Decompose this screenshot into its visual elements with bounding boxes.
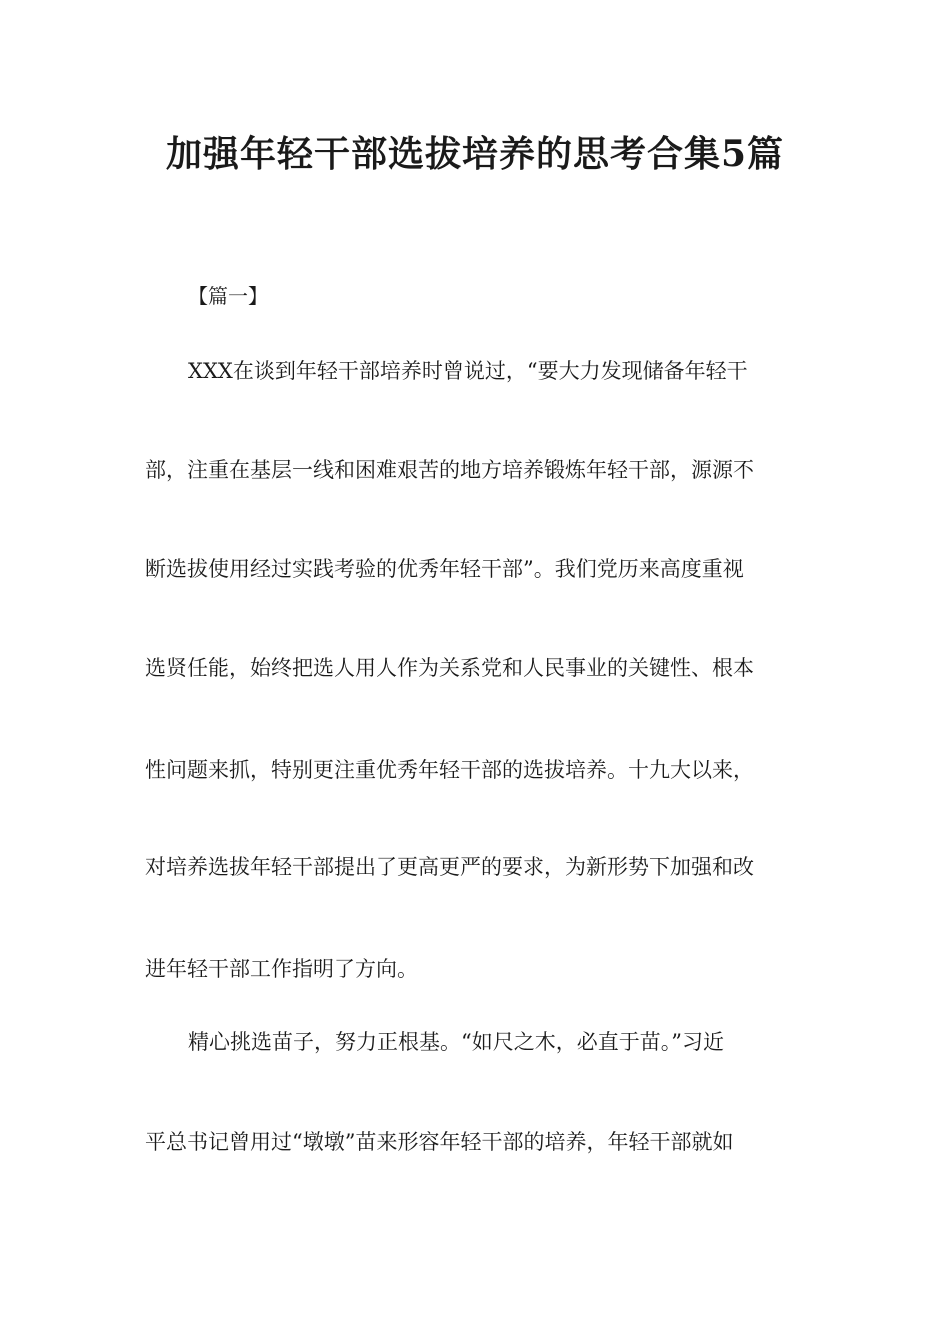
paragraph-line: 选贤任能，始终把选人用人作为关系党和人民事业的关键性、根本 <box>145 656 754 680</box>
paragraph-line: 平总书记曾用过“墩墩”苗来形容年轻干部的培养，年轻干部就如 <box>145 1130 734 1154</box>
paragraph-line: 对培养选拔年轻干部提出了更高更严的要求，为新形势下加强和改 <box>145 855 754 879</box>
paragraph-line: 进年轻干部工作指明了方向。 <box>145 957 418 981</box>
paragraph-line: 断选拔使用经过实践考验的优秀年轻干部”。我们党历来高度重视 <box>145 557 744 581</box>
paragraph-line: 部，注重在基层一线和困难艰苦的地方培养锻炼年轻干部，源源不 <box>145 458 754 482</box>
paragraph-line: XXX在谈到年轻干部培养时曾说过，“要大力发现储备年轻干 <box>188 359 748 383</box>
paragraph-line: 精心挑选苗子，努力正根基。“如尺之木，必直于苗。”习近 <box>188 1030 724 1054</box>
paragraph-line: 性问题来抓，特别更注重优秀年轻干部的选拔培养。十九大以来， <box>145 758 754 782</box>
document-title: 加强年轻干部选拔培养的思考合集5篇 <box>165 133 785 175</box>
section-heading: 【篇一】 <box>188 284 268 308</box>
